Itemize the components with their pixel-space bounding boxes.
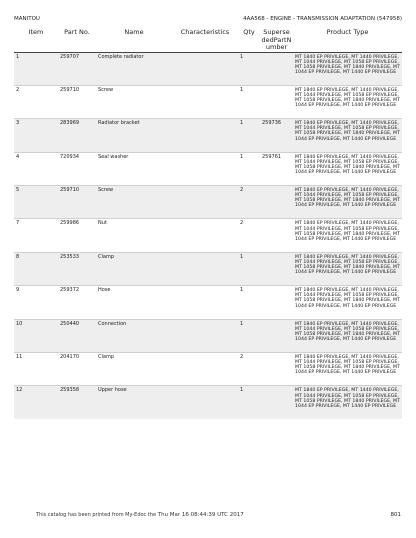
cell-name: Screw (96, 186, 172, 219)
cell-item: 3 (14, 119, 58, 152)
cell-part-no: 259372 (58, 286, 96, 319)
cell-superseded: 259736 (260, 119, 293, 152)
cell-qty: 1 (238, 119, 260, 152)
cell-part-no: 720934 (58, 152, 96, 185)
col-header-characteristics: Characteristics (172, 27, 238, 52)
cell-superseded: 259761 (260, 152, 293, 185)
cell-qty: 1 (238, 52, 260, 85)
cell-qty: 2 (238, 219, 260, 252)
table-row (14, 353, 402, 386)
cell-name: Connection (96, 319, 172, 352)
cell-product-type: MT 1840 EP PRIVILEGE, MT 1440 PRIVILEGE, MT 1044 PRIVILEGE, MT 1058 EP PRIVILEGE, MT 1058 PRIVILEGE, MT 1840 PRIVILEGE, MT 1044 EP PRIVILEGE, MT 1440 EP PRIVILEGE (293, 252, 402, 285)
cell-name: Hose (96, 286, 172, 319)
cell-part-no: 250440 (58, 319, 96, 352)
cell-item: 11 (14, 353, 58, 386)
cell-item: 8 (14, 252, 58, 285)
table-row (14, 52, 402, 85)
col-header-name: Name (96, 27, 172, 52)
table-row (14, 386, 402, 419)
cell-characteristics (172, 186, 238, 219)
cell-superseded (260, 286, 293, 319)
cell-name: Nut (96, 219, 172, 252)
table-row (14, 286, 402, 319)
table-row (14, 219, 402, 252)
cell-superseded (260, 85, 293, 118)
cell-characteristics (172, 319, 238, 352)
brand-label: MANITOU (14, 16, 40, 22)
col-header-qty: Qty (238, 27, 260, 52)
cell-product-type: MT 1840 EP PRIVILEGE, MT 1440 PRIVILEGE, MT 1044 PRIVILEGE, MT 1058 EP PRIVILEGE, MT 1058 PRIVILEGE, MT 1840 PRIVILEGE, MT 1044 EP PRIVILEGE, MT 1440 EP PRIVILEGE (293, 119, 402, 152)
col-header-part-no: Part No. (58, 27, 96, 52)
cell-name: Screw (96, 85, 172, 118)
table-row (14, 119, 402, 152)
col-header-superseded: Superse dedPartN umber (261, 28, 292, 51)
cell-name: Clamp (96, 353, 172, 386)
cell-superseded (260, 252, 293, 285)
cell-superseded (260, 52, 293, 85)
cell-name: Seal washer (96, 152, 172, 185)
cell-product-type: MT 1840 EP PRIVILEGE, MT 1440 PRIVILEGE, MT 1044 PRIVILEGE, MT 1058 EP PRIVILEGE, MT 1058 PRIVILEGE, MT 1840 PRIVILEGE, MT 1044 EP PRIVILEGE, MT 1440 EP PRIVILEGE (293, 52, 402, 85)
cell-name: Radiator bracket (96, 119, 172, 152)
cell-part-no: 253533 (58, 252, 96, 285)
cell-item: 5 (14, 186, 58, 219)
cell-product-type: MT 1840 EP PRIVILEGE, MT 1440 PRIVILEGE, MT 1044 PRIVILEGE, MT 1058 EP PRIVILEGE, MT 1058 PRIVILEGE, MT 1840 PRIVILEGE, MT 1044 EP PRIVILEGE, MT 1440 EP PRIVILEGE (293, 219, 402, 252)
print-footer (36, 512, 244, 518)
cell-product-type: MT 1840 EP PRIVILEGE, MT 1440 PRIVILEGE, MT 1044 PRIVILEGE, MT 1058 EP PRIVILEGE, MT 1058 PRIVILEGE, MT 1840 PRIVILEGE, MT 1044 EP PRIVILEGE, MT 1440 EP PRIVILEGE (293, 319, 402, 352)
cell-part-no: 259710 (58, 186, 96, 219)
cell-name: Upper hose (96, 386, 172, 419)
cell-qty: 1 (238, 252, 260, 285)
cell-superseded (260, 186, 293, 219)
cell-qty: 1 (238, 319, 260, 352)
table-row (14, 252, 402, 285)
cell-characteristics (172, 152, 238, 185)
table-row (14, 85, 402, 118)
cell-part-no: 259986 (58, 219, 96, 252)
cell-characteristics (172, 286, 238, 319)
cell-item: 2 (14, 85, 58, 118)
cell-item: 7 (14, 219, 58, 252)
cell-characteristics (172, 85, 238, 118)
section-title: 4AA568 - ENGINE - TRANSMISSION ADAPTATION (547958) (243, 16, 402, 22)
cell-part-no: 283969 (58, 119, 96, 152)
cell-product-type: MT 1840 EP PRIVILEGE, MT 1440 PRIVILEGE, MT 1044 PRIVILEGE, MT 1058 EP PRIVILEGE, MT 1058 PRIVILEGE, MT 1840 PRIVILEGE, MT 1044 EP PRIVILEGE, MT 1440 EP PRIVILEGE (293, 186, 402, 219)
cell-item: 1 (14, 52, 58, 85)
cell-characteristics (172, 252, 238, 285)
cell-item: 10 (14, 319, 58, 352)
table-row (14, 152, 402, 185)
print-timestamp: Thu Mar 16 08:44:39 UTC 2017 (157, 512, 244, 518)
cell-product-type: MT 1840 EP PRIVILEGE, MT 1440 PRIVILEGE, MT 1044 PRIVILEGE, MT 1058 EP PRIVILEGE, MT 1058 PRIVILEGE, MT 1840 PRIVILEGE, MT 1044 EP PRIVILEGE, MT 1440 EP PRIVILEGE (293, 353, 402, 386)
cell-part-no: 259707 (58, 52, 96, 85)
cell-qty: 1 (238, 152, 260, 185)
table-row (14, 186, 402, 219)
cell-item: 4 (14, 152, 58, 185)
cell-item: 9 (14, 286, 58, 319)
table-header-row (14, 27, 402, 52)
cell-product-type: MT 1840 EP PRIVILEGE, MT 1440 PRIVILEGE, MT 1044 PRIVILEGE, MT 1058 EP PRIVILEGE, MT 1058 PRIVILEGE, MT 1840 PRIVILEGE, MT 1044 EP PRIVILEGE, MT 1440 EP PRIVILEGE (293, 85, 402, 118)
col-header-item: Item (14, 27, 58, 52)
cell-superseded (260, 319, 293, 352)
cell-qty: 2 (238, 353, 260, 386)
cell-characteristics (172, 386, 238, 419)
parts-table (14, 27, 402, 419)
table-row (14, 319, 402, 352)
cell-characteristics (172, 119, 238, 152)
printed-note: This catalog has been printed from My-Edoc the (36, 512, 157, 518)
cell-qty: 1 (238, 85, 260, 118)
cell-superseded (260, 386, 293, 419)
cell-qty: 1 (238, 286, 260, 319)
cell-characteristics (172, 353, 238, 386)
cell-characteristics (172, 52, 238, 85)
col-header-product-type: Product Type (293, 27, 402, 52)
cell-item: 12 (14, 386, 58, 419)
cell-product-type: MT 1840 EP PRIVILEGE, MT 1440 PRIVILEGE, MT 1044 PRIVILEGE, MT 1058 EP PRIVILEGE, MT 1058 PRIVILEGE, MT 1840 PRIVILEGE, MT 1044 EP PRIVILEGE, MT 1440 EP PRIVILEGE (293, 386, 402, 419)
page-number: 801 (390, 512, 401, 518)
cell-name: Clamp (96, 252, 172, 285)
cell-product-type: MT 1840 EP PRIVILEGE, MT 1440 PRIVILEGE, MT 1044 PRIVILEGE, MT 1058 EP PRIVILEGE, MT 1058 PRIVILEGE, MT 1840 PRIVILEGE, MT 1044 EP PRIVILEGE, MT 1440 EP PRIVILEGE (293, 152, 402, 185)
cell-qty: 1 (238, 386, 260, 419)
cell-qty: 2 (238, 186, 260, 219)
cell-superseded (260, 353, 293, 386)
cell-superseded (260, 219, 293, 252)
cell-part-no: 259358 (58, 386, 96, 419)
cell-characteristics (172, 219, 238, 252)
cell-product-type: MT 1840 EP PRIVILEGE, MT 1440 PRIVILEGE, MT 1044 PRIVILEGE, MT 1058 EP PRIVILEGE, MT 1058 PRIVILEGE, MT 1840 PRIVILEGE, MT 1044 EP PRIVILEGE, MT 1440 EP PRIVILEGE (293, 286, 402, 319)
cell-part-no: 259710 (58, 85, 96, 118)
cell-name: Complete radiator (96, 52, 172, 85)
cell-part-no: 204170 (58, 353, 96, 386)
